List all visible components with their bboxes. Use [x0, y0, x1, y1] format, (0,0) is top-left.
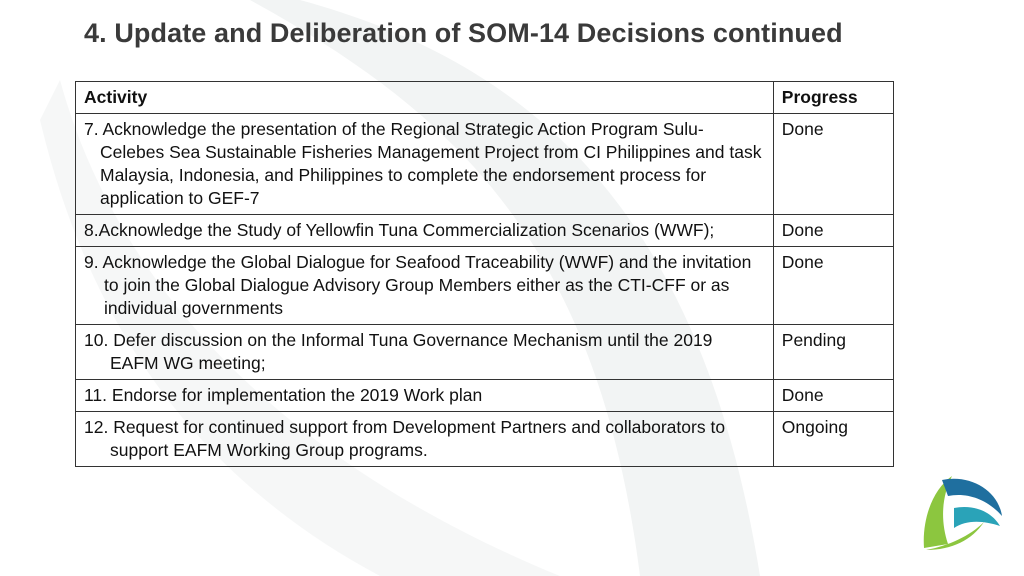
organization-logo-icon — [918, 470, 1004, 552]
table-row — [76, 215, 894, 247]
activity-cell — [76, 380, 774, 412]
activity-cell — [76, 247, 774, 325]
slide-title: 4. Update and Deliberation of SOM-14 Decisions continued — [84, 18, 843, 48]
progress-cell: Ongoing — [773, 412, 893, 467]
table-row — [76, 380, 894, 412]
activity-cell — [76, 412, 774, 467]
progress-cell: Done — [773, 114, 893, 215]
activity-cell — [76, 215, 774, 247]
progress-cell: Done — [773, 247, 893, 325]
activity-text: 12. Request for continued support from Development Partners and collaborators to support EAFM Working Group programs. — [84, 417, 726, 460]
table-row — [76, 325, 894, 380]
activity-text: 11. Endorse for implementation the 2019 Work plan — [84, 385, 483, 405]
progress-column-header: Progress — [773, 82, 893, 114]
progress-cell: Pending — [773, 325, 893, 380]
table-row — [76, 412, 894, 467]
table-header-row — [76, 82, 894, 114]
activity-text: 10. Defer discussion on the Informal Tuna Governance Mechanism until the 2019 EAFM WG meeting; — [84, 330, 713, 373]
activity-column-header: Activity — [76, 82, 774, 114]
activity-text: 9. Acknowledge the Global Dialogue for Seafood Traceability (WWF) and the invitation to join the Global Dialogue Advisory Group Members either as the CTI-CFF or as individual governments — [84, 252, 752, 318]
progress-cell: Done — [773, 215, 893, 247]
table-row — [76, 114, 894, 215]
activity-cell — [76, 325, 774, 380]
decisions-table — [75, 81, 894, 467]
activity-cell — [76, 114, 774, 215]
progress-cell: Done — [773, 380, 893, 412]
activity-text: 7. Acknowledge the presentation of the Regional Strategic Action Program Sulu-Celebes Sea Sustainable Fisheries Management Project from CI Philippines and task Malaysia, Indonesia, and Philippines to complete the endorsement process for application to GEF-7 — [84, 119, 762, 208]
table-row — [76, 247, 894, 325]
activity-text: 8.Acknowledge the Study of Yellowfin Tuna Commercialization Scenarios (WWF); — [84, 220, 715, 240]
